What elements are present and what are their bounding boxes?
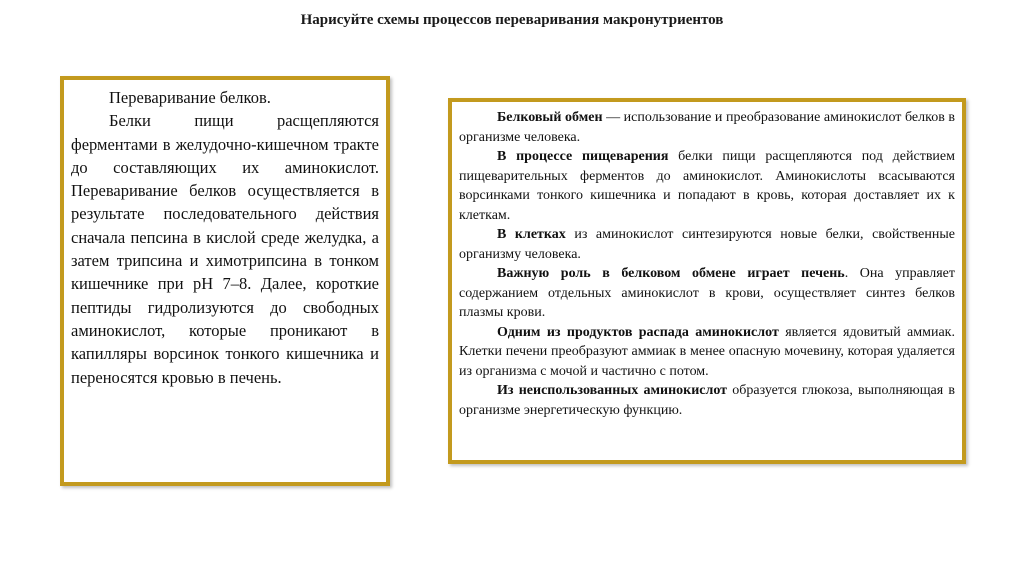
heading-period: . [266,88,271,107]
paragraph-text: . Она управляет содержанием отдельных аминокислот в крови, осуществляет синтез белков плазмы крови. [459,266,955,320]
bold-term: Одним из продуктов распада аминокислот [497,324,779,340]
protein-digestion-box [60,76,390,486]
paragraph-glucose [459,381,955,420]
paragraph-cells [459,225,955,264]
paragraph-text: белки пищи расщепляются под действием пищеварительных ферментов до аминокислот. Аминокислоты всасываются ворсинками тонкого кишечника и попадают в кровь, которая доставляет их к клеткам. [459,149,955,223]
paragraph-liver [459,264,955,323]
paragraph-text: является ядовитый аммиак. Клетки печени преобразуют аммиак в менее опасную мочевину, которая удаляется из организма с мочой и частично с потом. [459,324,955,379]
paragraph-text: — использование и преобразование аминокислот белков в организме человека. [459,110,955,145]
paragraph-text: образуется глюкоза, выполняющая в организме энергетическую функцию. [459,383,955,418]
paragraph-ammonia [459,323,955,382]
bold-term: Из неиспользованных аминокислот [497,383,728,398]
bold-term: В процессе пищеварения [497,149,669,164]
paragraph-text: из аминокислот синтезируются новые белки, свойственные организму человека. [459,227,955,262]
protein-metabolism-box [448,98,966,464]
bold-term: В клетках [497,227,566,242]
paragraph-protein-metabolism [459,108,955,147]
protein-digestion-heading [71,86,379,109]
heading-text: Переваривание белков [109,88,267,107]
slide-title: Нарисуйте схемы процессов переваривания макронутриентов [300,12,724,28]
bold-term: Белковый обмен [497,110,603,125]
bold-term: Важную роль в белковом обмене играет печень [497,266,845,281]
paragraph-digestion [459,147,955,225]
protein-digestion-text: Белки пищи расщепляются ферментами в желудочно-кишечном тракте до составляющих их аминокислот. Переваривание белков осуществляется в результате последовательного действия сначала пепсина в кислой среде желудка, а затем трипсина и химотрипсина в тонком кишечнике при pH 7–8. Далее, короткие пептиды гидролизуются до свободных аминокислот, которые проникают в капилляры ворсинок тонкого кишечника и переносятся кровью в печень. [71,111,379,387]
